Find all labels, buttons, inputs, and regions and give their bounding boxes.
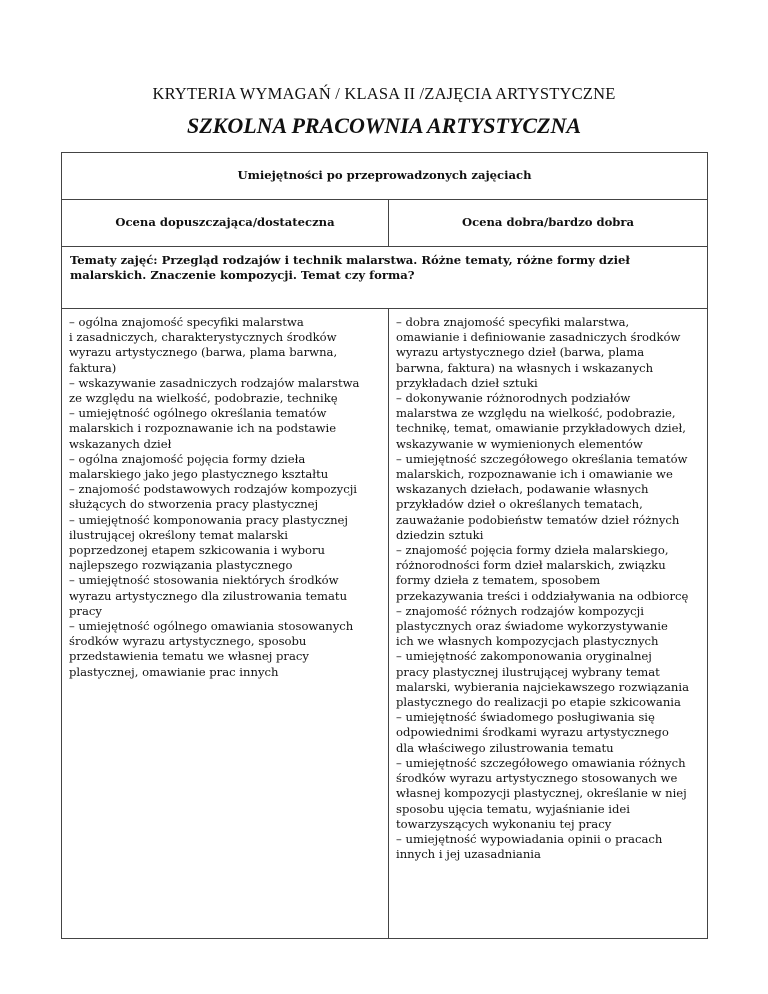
criteria-line: towarzyszących wykonaniu tej pracy <box>396 816 612 831</box>
criteria-line: wyrazu artystycznego dzieł (barwa, plama <box>396 345 645 360</box>
criteria-line: dla właściwego zilustrowania tematu <box>396 740 614 755</box>
criteria-line: wskazywanie w wymienionych elementów <box>396 436 643 451</box>
criteria-right-column <box>389 309 708 939</box>
criteria-line: pracy plastycznej ilustrującej wybrany temat <box>396 664 660 679</box>
criteria-line: – umiejętność świadomego posługiwania się <box>396 710 655 725</box>
criteria-line: formy dzieła z tematem, sposobem <box>396 573 601 588</box>
criteria-line: – umiejętność komponowania pracy plastycznej <box>69 512 348 527</box>
criteria-line: – znajomość pojęcia formy dzieła malarskiego, <box>396 543 669 558</box>
criteria-line: i zasadniczych, charakterystycznych środków <box>69 330 337 345</box>
criteria-line: – ogólna znajomość specyfiki malarstwa <box>69 315 304 329</box>
criteria-line: malarskich i rozpoznawanie ich na podstawie <box>69 421 337 436</box>
criteria-line: ich we własnych kompozycjach plastycznych <box>396 634 659 649</box>
criteria-line: – umiejętność zakomponowania oryginalnej <box>396 649 652 664</box>
criteria-line: przekazywania treści i oddziaływania na odbiorcę <box>396 588 689 603</box>
skills-heading: Umiejętności po przeprowadzonych zajęciach <box>62 153 708 200</box>
criteria-line: – wskazywanie zasadniczych rodzajów malarstwa <box>69 375 360 390</box>
criteria-line: – znajomość podstawowych rodzajów kompozycji <box>69 482 358 497</box>
criteria-table <box>61 152 708 939</box>
grade-heading-right: Ocena dobra/bardzo dobra <box>389 200 708 247</box>
criteria-line: plastycznych oraz świadome wykorzystywanie <box>396 619 668 634</box>
topics-text: Tematy zajęć: Przegląd rodzajów i technik malarstwa. Różne tematy, różne formy dzieł malarskich. Znaczenie kompozycji. Temat czy forma? <box>62 247 708 309</box>
criteria-line: zauważanie podobieństw tematów dzieł różnych <box>396 512 680 527</box>
criteria-line: faktura) <box>69 360 117 375</box>
criteria-line: barwna, faktura) na własnych i wskazanych <box>396 360 654 375</box>
criteria-line: ilustrującej określony temat malarski <box>69 527 288 542</box>
criteria-line: poprzedzonej etapem szkicowania i wyboru <box>69 543 325 558</box>
criteria-line: – umiejętność szczegółowego określania tematów <box>396 451 688 466</box>
criteria-line: ze względu na wielkość, podobrazie, technikę <box>69 391 338 406</box>
criteria-line: innych i jej uzasadniania <box>396 847 541 862</box>
criteria-line: – ogólna znajomość pojęcia formy dzieła <box>69 451 306 466</box>
criteria-line: pracy <box>69 603 102 618</box>
criteria-line: środków wyrazu artystycznego stosowanych we <box>396 771 678 786</box>
criteria-line: przykładach dzieł sztuki <box>396 375 538 390</box>
criteria-line: wskazanych dziełach, podawanie własnych <box>396 482 649 497</box>
skills-heading-row <box>62 153 708 200</box>
criteria-line: malarstwa ze względu na wielkość, podobrazie, <box>396 406 676 421</box>
topics-row <box>62 247 708 309</box>
criteria-line: różnorodności form dzieł malarskich, związku <box>396 558 666 573</box>
document-subtitle: KRYTERIA WYMAGAŃ / KLASA II /ZAJĘCIA ARTYSTYCZNE <box>152 84 616 103</box>
criteria-line: wyrazu artystycznego dla zilustrowania tematu <box>69 588 348 603</box>
criteria-line: odpowiednimi środkami wyrazu artystycznego <box>396 725 669 740</box>
criteria-left-column <box>62 309 389 939</box>
criteria-line: służących do stworzenia pracy plastycznej <box>69 497 319 512</box>
criteria-line: wyrazu artystycznego (barwa, plama barwna, <box>69 345 338 360</box>
criteria-line: dziedzin sztuki <box>396 527 484 542</box>
criteria-line: – znajomość różnych rodzajów kompozycji <box>396 603 644 618</box>
criteria-line: malarski, wybierania najciekawszego rozwiązania <box>396 679 689 694</box>
criteria-line: plastycznej, omawianie prac innych <box>69 664 279 679</box>
criteria-line: wskazanych dzieł <box>69 436 172 451</box>
criteria-line: przedstawienia tematu we własnej pracy <box>69 649 309 664</box>
criteria-line: – umiejętność wypowiadania opinii o pracach <box>396 831 663 846</box>
document-title: SZKOLNA PRACOWNIA ARTYSTYCZNA <box>186 113 582 138</box>
criteria-line: omawianie i definiowanie zasadniczych środków <box>396 330 681 345</box>
criteria-line: – dobra znajomość specyfiki malarstwa, <box>396 315 630 329</box>
criteria-line: malarskich, rozpoznawanie ich i omawianie we <box>396 467 673 482</box>
criteria-row <box>62 309 708 939</box>
grade-heading-left: Ocena dopuszczająca/dostateczna <box>62 200 389 247</box>
criteria-line: sposobu ujęcia tematu, wyjaśnianie idei <box>396 801 630 816</box>
criteria-line: plastycznego do realizacji po etapie szkicowania <box>396 695 681 710</box>
criteria-line: – umiejętność stosowania niektórych środków <box>69 573 339 588</box>
criteria-line: własnej kompozycji plastycznej, określanie w niej <box>396 786 687 801</box>
criteria-line: środków wyrazu artystycznego, sposobu <box>69 634 307 649</box>
criteria-line: malarskiego jako jego plastycznego kształtu <box>69 467 329 482</box>
criteria-line: przykładów dzieł o określanych tematach, <box>396 497 643 512</box>
criteria-line: technikę, temat, omawianie przykładowych dzieł, <box>396 421 686 436</box>
criteria-line: najlepszego rozwiązania plastycznego <box>69 558 293 573</box>
criteria-line: – umiejętność ogólnego określania tematów <box>69 406 327 421</box>
criteria-line: – umiejętność ogólnego omawiania stosowanych <box>69 619 354 634</box>
grade-heading-row <box>62 200 708 247</box>
criteria-line: – dokonywanie różnorodnych podziałów <box>396 391 631 406</box>
criteria-line: – umiejętność szczegółowego omawiania różnych <box>396 755 686 770</box>
